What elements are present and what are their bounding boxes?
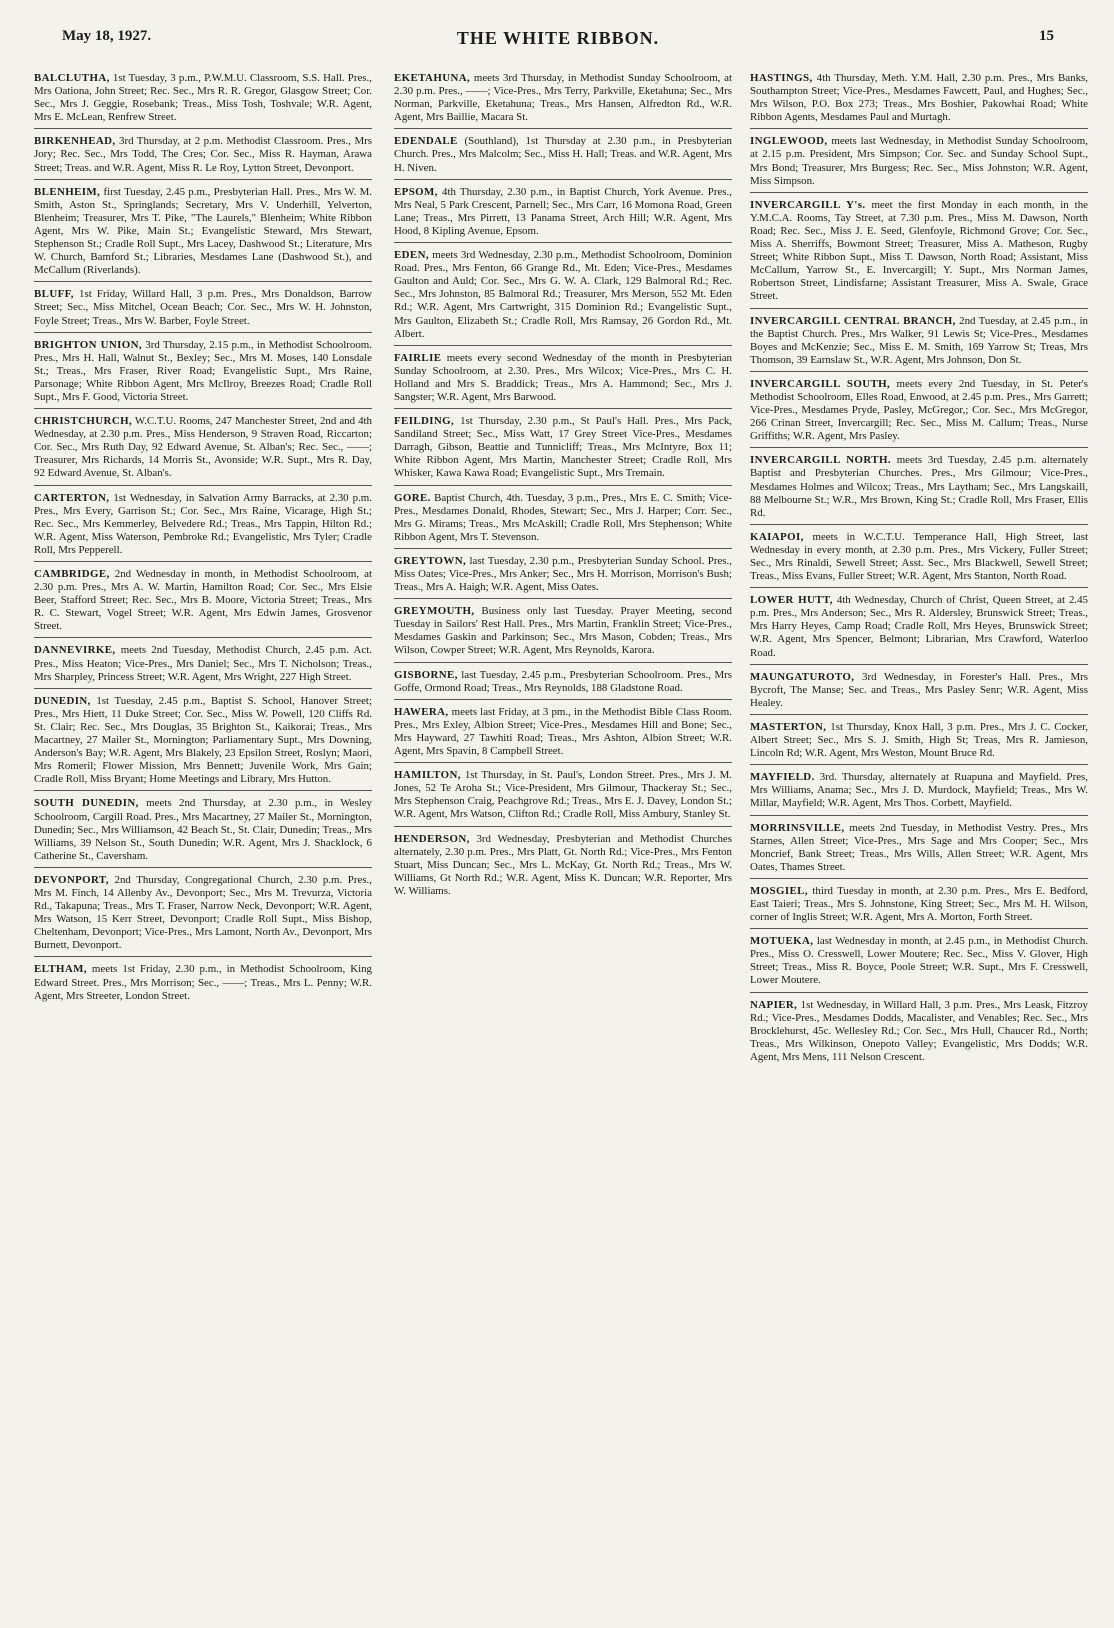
union-entry (750, 133, 1088, 192)
union-details: meets in W.C.T.U. Temperance Hall, High Street, last Wednesday in every month, at 2.30 p.m. Pres., Mrs Vickery, Fuller Street; Sec., Mrs Rinaldi, Sewell Street; Asst. Sec., Mrs Blackwell, Sewell Street; Treas., Miss Evans, Fuller Street; W.R. Agent, Mrs Stanton, North Road. (750, 530, 1088, 583)
union-name: HENDERSON, (394, 832, 470, 845)
union-name: MORRINSVILLE, (750, 821, 845, 834)
union-details: third Tuesday in month, at 2.30 p.m. Pres., Mrs E. Bedford, East Taieri; Treas., Mrs S. Johnstone, King Street; Sec., Mrs M. H. Wilson, corner of Inglis Street; W.R. Agent, Mrs A. Morton, Forth Street. (750, 884, 1088, 924)
union-name: MOSGIEL, (750, 884, 808, 897)
union-details: meets every 2nd Tuesday, in St. Peter's Methodist Schoolroom, Elles Road, Enwood, at 2.45 p.m. Pres., Mrs Garrett; Vice-Pres., Mesdames Pryde, Pasley, McGregor,; Cor. Sec., Mrs McGregor, 266 Crinan Street, Invercargill; Rec. Sec., Miss M. Callum; Treas., Nurse Griffiths; W.R. Agent, Mrs Pasley. (750, 377, 1088, 443)
union-details: (Southland), 1st Thursday at 2.30 p.m., in Presbyterian Church. Pres., Mrs Malcolm; Sec., Miss H. Hall; Treas. and W.R. Agent, Mrs H. Niven. (394, 135, 732, 174)
union-details: 2nd Tuesday, at 2.45 p.m., in the Baptist Church. Pres., Mrs Walker, 91 Lewis St; Vice-Pres., Mesdames Boyes and McKenzie; Sec., Miss E. M. Smith, 169 Yarrow St; Treas, Mrs Thomson, 39 Earnslaw St., W.R. Agent, Mrs Johnson, Don St. (750, 314, 1088, 366)
union-name: MAYFIELD. (750, 771, 815, 784)
issue-date: May 18, 1927. (62, 28, 152, 44)
union-entry (394, 133, 732, 179)
union-entry (34, 642, 372, 688)
union-entry (34, 490, 372, 562)
union-details: meets 3rd Tuesday, 2.45 p.m. alternately Baptist and Presbyterian Churches. Pres., Mrs Gilmour; Vice-Pres., Mesdames Holmes and Wilcox; Treas., Mrs Laytham; Sec., Mrs Langskaill, 88 Melbourne St.; W.R., Mrs Brown, King St.; Cradle Roll, Mrs Fraser, Ellis Rd. (750, 454, 1088, 519)
union-details: first Tuesday, 2.45 p.m., Presbyterian Hall. Pres., Mrs W. M. Smith, Aston St., Springlands; Secretary, Mrs V. Underhill, Yelverton, Blenheim; Treasurer, Mrs T. Pike, "The Laurels," Blenheim; White Ribbon Agent, Mrs W. Pike, Main St.; Evangelistic Steward, Mrs Stewart, Stephenson St.; Cradle Roll Supt., Mrs Lacey, Dashwood St.; Literature, Mrs W. Church, Bamford St.; Libraries, Mesdames Lane (Dashwood St.), and McCallum (Riverlands). (34, 185, 372, 277)
union-entry (394, 667, 732, 700)
union-entry (34, 70, 372, 129)
union-entry (34, 693, 372, 792)
union-directory (34, 70, 1088, 1618)
union-entry (34, 413, 372, 485)
union-details: 1st Wednesday, in Willard Hall, 3 p.m. Pres., Mrs Leask, Fitzroy Rd.; Vice-Pres., Mesdames Dodds, Macalister, and Venables; Rec. Sec., Mrs Brocklehurst, 45c. Wellesley Rd.; Cor. Sec., Mrs Hull, Chaucer Rd., North; Treas., Mrs Wilkinson, Onepoto Valley; Evangelistic, Mrs Dodds; W.R. Agent, Mrs Mens, 111 Nelson Crescent. (750, 998, 1088, 1063)
union-details: 1st Tuesday, 3 p.m., P.W.M.U. Classroom, S.S. Hall. Pres., Mrs Oationa, John Street; Rec. Sec., Mrs R. R. Gregor, Glasgow Street; Cor. Sec., Mrs J. Geggie, Rosebank; Treas., Miss Tosh, Toshvale; W.R. Agent, Mrs E. McLean, Renfrew Street. (34, 72, 372, 124)
union-details: 3rd Wednesday, in Forester's Hall. Pres., Mrs Bycroft, The Manse; Sec. and Treas., Mrs Pasley Senr; W.R. Agent, Miss Healey. (750, 670, 1088, 709)
union-entry (750, 997, 1088, 1068)
union-details: meets 1st Friday, 2.30 p.m., in Methodist Schoolroom, King Edward Street. Pres., Mrs Morrison; Sec., ——; Treas., Mrs L. Penny; W.R. Agent, Mrs Streeter, London Street. (34, 963, 372, 1002)
union-details: last Tuesday, 2.45 p.m., Presbyterian Schoolroom. Pres., Mrs Goffe, Ormond Road; Treas., Mrs Reynolds, 188 Gladstone Road. (394, 668, 732, 694)
union-entry (34, 795, 372, 867)
union-entry (34, 133, 372, 179)
union-name: DEVONPORT, (34, 873, 109, 886)
union-details: Baptist Church, 4th. Tuesday, 3 p.m., Pres., Mrs E. C. Smith; Vice-Pres., Mesdames Donald, Rhodes, Stewart; Sec., Mrs J. Harper; Corr. Sec., Mrs G. Mirams; Treas., Mrs McAskill; Cradle Roll, Mrs Stephenson; White Ribbon Agent, Mrs T. Stevenson. (394, 491, 732, 543)
union-details: 3rd Wednesday, Presbyterian and Methodist Churches alternately, 2.30 p.m. Pres., Mrs Platt, Gt. North Rd.; Vice-Pres., Mrs Fenton Stuart, Miss Duncan; Sec., Mrs L. McKay, Gt. North Rd.; Treas., Mrs W. Williams, Gt North Rd.; W.R. Agent, Miss K. Duncan; W.R. Reporter, Mrs W. Williams. (394, 832, 732, 897)
union-name: SOUTH DUNEDIN, (34, 797, 139, 810)
union-name: BLENHEIM, (34, 185, 101, 198)
union-details: last Tuesday, 2.30 p.m., Presbyterian Sunday School. Pres., Miss Oates; Vice-Pres., Mrs Anker; Sec., Mrs H. Morrison, Morrison's Bush; Treas., Mrs A. Haigh; W.R. Agent, Miss Oates. (394, 554, 732, 594)
publication-title: THE WHITE RIBBON. (456, 28, 660, 48)
union-name: CARTERTON, (34, 491, 110, 504)
union-entry (394, 603, 732, 662)
union-details: 3rd. Thursday, alternately at Ruapuna and Mayfield. Pres, Mrs Williams, Anama; Sec., Mrs J. D. Murdock, Mayfield; Treas., Mrs W. Millar, Mayfield; W.R. Agent, Mrs Thos. Corbett, Mayfield. (750, 771, 1088, 810)
union-name: DUNEDIN, (34, 694, 91, 707)
union-name: GREYTOWN, (394, 554, 467, 567)
union-entry (750, 313, 1088, 372)
union-name: FAIRLIE (394, 351, 442, 364)
union-details: meet the first Monday in each month, in the Y.M.C.A. Rooms, Tay Street, at 7.30 p.m. Pres., Miss M. Dawson, North Road; Rec. Sec., Miss J. E. Seed, Glenfoyle, Richmond Grove; Cor. Sec., Miss A. Sherriffs, Bowmont Street; Treasurer, Miss A. Matheson, Rugby Street; White Ribbon Supt., Miss T. Dawson, North Road; Assistant, Miss McCallum, Yarrow St., E. Invercargill; Y. Supt., Mrs Norman James, Robertson Street, Lindisfarne; Assistant Treasurer, Miss A. Swale, Grace Street. (750, 198, 1088, 303)
union-entry (750, 70, 1088, 129)
union-name: ELTHAM, (34, 963, 87, 976)
union-entry (750, 197, 1088, 309)
union-entry (394, 831, 732, 902)
union-details: 1st Thursday, 2.30 p.m., St Paul's Hall. Pres., Mrs Pack, Sandiland Street; Sec., Miss Watt, 17 Grey Street Vice-Pres., Mesdames Darragh, Gibson, Beattie and Tunnicliff; Treas., Mrs McIntyre, Box 11; White Ribbon Agent, Mrs Martin, Manchester Street; Cradle Roll, Mrs Whisker, Kawa Kawa Road; Evangelistic Supt., Mrs Tremain. (394, 415, 732, 480)
union-entry (394, 350, 732, 409)
union-entry (394, 704, 732, 763)
union-details: meets every second Wednesday of the month in Presbyterian Sunday Schoolroom, at 2.30. Pres., Mrs Wilcox; Vice-Pres., Mrs C. H. Holland and Mrs S. Braddick; Treas., Mrs A. Hammond; Sec., Mrs J. Sangster; W.R. Agent, Mrs Barwood. (394, 351, 732, 403)
union-entry (750, 820, 1088, 879)
union-name: HASTINGS, (750, 72, 813, 84)
union-details: 1st Wednesday, in Salvation Army Barracks, at 2.30 p.m. Pres., Mrs Every, Garrison St.; Cor. Sec., Mrs Raine, Vicarage, High St.; Rec. Sec., Mrs Kemmerley, Belvedere Rd.; Treas., Mrs Tappin, Hilton Rd.; W.R. Agent, Miss Waterson, Pembroke Rd.; Evangelistic, Mrs Tyler; Cradle Roll, Mrs Pepperell. (34, 491, 372, 556)
union-entry (394, 490, 732, 549)
union-entry (34, 184, 372, 283)
union-entry (750, 769, 1088, 815)
union-name: HAWERA, (394, 705, 449, 718)
union-name: BRIGHTON UNION, (34, 338, 142, 351)
union-details: meets 3rd Wednesday, 2.30 p.m., Methodist Schoolroom, Dominion Road. Pres., Mrs Fenton, 66 Grange Rd., Mt. Eden; Vice-Pres., Mesdames Gaulton and Auld; Cor. Sec., Mrs G. W. A. Clark, 129 Balmoral Rd.; Rec. Sec., Mrs Johnston, 85 Balmoral Rd.; Treasurer, Mrs Merson, 552 Mt. Eden Rd.; W.R. Agent, Mrs Cartwright, 315 Dominion Rd.; Evangelistic Supt., Mrs Gaulton, Elizabeth St.; Cradle Roll, Mrs Ramsay, 26 Gordon Rd., Mt. Albert. (394, 249, 732, 340)
union-entry (750, 933, 1088, 992)
union-name: INGLEWOOD, (750, 135, 828, 148)
union-details: meets 2nd Thursday, at 2.30 p.m., in Wesley Schoolroom, Cargill Road. Pres., Mrs Macartney, 27 Mailer St., Mornington, Dunedin; Sec., Mrs Williamson, 42 Beach St., St. Clair, Dunedin; Treas., Mrs Williams, 39 Nelson St., South Dunedin; W.R. Agent, Mrs J. Shacklock, 6 Catherine St., Caversham. (34, 797, 372, 862)
union-name: BALCLUTHA, (34, 72, 110, 84)
union-entry (394, 70, 732, 129)
union-name: INVERCARGILL NORTH. (750, 454, 891, 467)
union-name: EPSOM, (394, 185, 438, 198)
union-name: CHRISTCHURCH, (34, 415, 133, 428)
union-name: MASTERTON, (750, 720, 827, 733)
union-entry (750, 529, 1088, 588)
union-details: 3rd Thursday, at 2 p.m. Methodist Classroom. Pres., Mrs Jory; Rec. Sec., Mrs Todd, The Cres; Cor. Sec., Miss R. Hayman, Arawa Street; Treas. and W.R. Agent, Miss R. Le Roy, Lytton Street, Devonport. (34, 135, 372, 174)
union-name: EKETAHUNA, (394, 72, 471, 84)
union-details: W.C.T.U. Rooms, 247 Manchester Street, 2nd and 4th Wednesday, at 2.30 p.m. Pres., Miss Henderson, 9 Straven Road, Riccarton; Cor. Sec., Mrs Ruth Day, 92 Edward Avenue, St. Alban's; Rec. Sec., ——; Treasurer, Mrs Richards, 14 Morris St., Avonside; W.R. Supt., Mrs R. Day, 92 Edward Avenue, St. Alban's. (34, 415, 372, 480)
union-name: INVERCARGILL CENTRAL BRANCH, (750, 314, 956, 327)
union-details: 4th Wednesday, Church of Christ, Queen Street, at 2.45 p.m. Pres., Mrs Anderson; Sec., Mrs R. Aldersley, Brunswick Street; Treas., Mrs Harry Heyes, Camp Road; Cradle Roll, Mrs Heyes, Brunswick Street; W.R. Agent, Mrs Spencer, Belmont; Librarian, Mrs Crawford, Waterloo Road. (750, 594, 1088, 659)
union-details: 2nd Thursday, Congregational Church, 2.30 p.m. Pres., Mrs M. Finch, 14 Allenby Av., Devonport; Sec., Mrs M. Trevurza, Victoria Rd., Takapuna; Treas., Mrs T. Fraser, Narrow Neck, Devonport; W.R. Agent, Mrs Watson, 15 Kerr Street, Devonport; Cradle Roll Supt., Miss Bishop, Cheltenham, Devonport; Vice-Pres., Mrs Lamont, North Av., Devonport, Mrs Burnett, Devonport. (34, 873, 372, 952)
union-name: NAPIER, (750, 998, 798, 1011)
union-details: 2nd Wednesday in month, in Methodist Schoolroom, at 2.30 p.m. Pres., Mrs A. W. Martin, Hamilton Road; Cor. Sec., Mrs Elsie Beer, Stafford Street; Rec. Sec., Mrs B. Moore, Victoria Street; Treas., Mrs R. C. Stewart, Vogel Street; W.R. Agent, Mrs Edwin James, Grosvenor Street. (34, 568, 372, 633)
union-entry (750, 592, 1088, 664)
union-name: INVERCARGILL SOUTH, (750, 377, 891, 390)
union-details: meets 3rd Thursday, in Methodist Sunday Schoolroom, at 2.30 p.m. Pres., ——; Vice-Pres., Mrs Terry, Parkville, Eketahuna; Sec., Mrs Norman, Parkville, Eketahuna; Treas., Mrs Hansen, Alfredton Rd., W.R. Agent, Mrs Baillie, Macara St. (394, 72, 732, 124)
union-name: MAUNGATUROTO, (750, 670, 855, 683)
column-2 (394, 70, 732, 906)
union-details: last Wednesday in month, at 2.45 p.m., in Methodist Church. Pres., Miss O. Cresswell, Lower Moutere; Rec. Sec., Miss V. Glover, High Street; Treas., Miss R. Boyce, Poole Street; W.R. Supt., Mrs F. Cresswell, Lower Moutere. (750, 935, 1088, 987)
union-entry (394, 553, 732, 599)
union-details: 3rd Thursday, 2.15 p.m., in Methodist Schoolroom. Pres., Mrs H. Hall, Walnut St., Bexley; Sec., Mrs M. Moses, 140 Lonsdale St.; Treas., Mrs Fraser, River Road; Evangelistic Supt., Mrs Raine, Parsonage; White Ribbon Agent, Mrs McIlroy, Breezes Road; Cradle Roll Supt., Mrs F. Good, Victoria Street. (34, 338, 372, 403)
union-details: Business only last Tuesday. Prayer Meeting, second Tuesday in Sailors' Rest Hall. Pres., Mrs Martin, Franklin Street; Vice-Pres., Mesdames Gaskin and Parkinson; Sec., Mrs Mason, Cobden; Treas., Mrs Wilson, Cowper Street; W.R. Agent, Mrs Reynolds, Karora. (394, 605, 732, 657)
union-name: EDENDALE (394, 135, 458, 148)
union-name: INVERCARGILL Y's. (750, 198, 866, 211)
union-details: 1st Friday, Willard Hall, 3 p.m. Pres., Mrs Donaldson, Barrow Street; Sec., Miss Mitchel, Ocean Beach; Cor. Sec., Mrs W. H. Johnston, Foyle Street; Treas., Mrs W. Barber, Foyle Street. (34, 288, 372, 327)
union-details: meets last Wednesday, in Methodist Sunday Schoolroom, at 2.15 p.m. President, Mrs Simpson; Cor. Sec. and Sunday School Supt., Mrs Bond; Treasurer, Mrs Burgess; Rec. Sec., Miss Johnston; W.R. Agent, Miss Simpson. (750, 135, 1088, 187)
union-name: CAMBRIDGE, (34, 568, 110, 580)
union-entry (34, 337, 372, 409)
union-name: GORE. (394, 491, 431, 504)
union-entry (394, 184, 732, 243)
union-entry (34, 872, 372, 958)
union-name: EDEN, (394, 249, 429, 262)
union-entry (394, 413, 732, 485)
union-name: HAMILTON, (394, 769, 461, 782)
union-entry (34, 961, 372, 1006)
union-name: BLUFF, (34, 288, 74, 301)
union-entry (394, 247, 732, 346)
union-name: GISBORNE, (394, 668, 458, 681)
page-number: 15 (1039, 28, 1054, 44)
union-details: 1st Tuesday, 2.45 p.m., Baptist S. School, Hanover Street; Pres., Mrs Hiett, 11 Duke Street; Cor. Sec., Miss W. Powell, 120 Cliffs Rd. St. Clair; Rec. Sec., Mrs Douglas, 35 Brighton St., Kaikorai; Treas., Mrs Macartney, 27 Mailer St., Mornington; Parliamentary Supt., Mrs Downing, Anderson's Bay; W.R. Agent, Mrs Blakely, 23 Epsilon Street, Roslyn; Maori, Mrs Romeril; Flower Mission, Mrs Bennett; Juvenile Work, Mrs Gain; Cradle Roll, Miss Bryant; Home Meetings and Library, Mrs Hutton. (34, 694, 372, 786)
union-entry (34, 286, 372, 332)
union-name: GREYMOUTH, (394, 605, 475, 618)
union-name: DANNEVIRKE, (34, 644, 116, 657)
column-1 (34, 70, 372, 1011)
union-details: meets 2nd Tuesday, in Methodist Vestry. Pres., Mrs Starnes, Allen Street; Vice-Pres., Mrs Sage and Mrs Cooper; Sec., Mrs Moncrief, Bank Street; Treas., Mrs Wills, Allen Street; W.R. Agent, Mrs Oates, Thames Street. (750, 821, 1088, 873)
union-entry (750, 452, 1088, 524)
union-entry (750, 376, 1088, 448)
union-details: 4th Thursday, Meth. Y.M. Hall, 2.30 p.m. Pres., Mrs Banks, Southampton Street; Vice-Pres., Mesdames Fawcett, Paul, and Hughes; Sec., Mrs Wilson, P.O. Box 273; Treas., Mrs Boshier, Pakowhai Road; White Ribbon Agents, Mesdames Paul and Murtagh. (750, 72, 1088, 124)
union-name: KAIAPOI, (750, 530, 804, 543)
union-details: 1st Thursday, in St. Paul's, London Street. Pres., Mrs J. M. Jones, 52 Te Aroha St.; Vice-President, Mrs Gilmour, Thackeray St.; Sec., Mrs Stephenson Craig, Peachgrove Rd.; Treas., Mrs E. J. Davey, London St.; W.R. Agent, Mrs Watson, Clifton Rd.; Cradle Roll, Miss Ambury, Stanley St. (394, 769, 732, 821)
union-details: meets 2nd Tuesday, Methodist Church, 2.45 p.m. Act. Pres., Miss Heaton; Vice-Pres., Mrs Daniel; Sec., Mrs T. Nicholson; Treas., Mrs Sharpley, Princess Street; W.R. Agent, Mrs Wright, 227 High Street. (34, 644, 372, 683)
union-name: LOWER HUTT, (750, 594, 833, 607)
union-entry (394, 767, 732, 826)
union-entry (750, 883, 1088, 929)
union-name: FEILDING, (394, 415, 455, 428)
union-entry (750, 669, 1088, 715)
union-name: BIRKENHEAD, (34, 135, 116, 148)
page-header (62, 28, 1054, 54)
union-details: 1st Thursday, Knox Hall, 3 p.m. Pres., Mrs J. C. Cocker, Albert Street; Sec., Mrs S. J. Smith, High St; Treas, Mrs R. Jamieson, Lincoln Rd; W.R. Agent, Mrs Weston, Mount Bruce Rd. (750, 720, 1088, 760)
union-details: 4th Thursday, 2.30 p.m., in Baptist Church, York Avenue. Pres., Mrs Neal, 5 Park Crescent, Parnell; Sec., Mrs Carr, 16 Momona Road, Green Lane; Treas., Mrs Pirrett, 13 Panama Street, Arch Hill; W.R. Agent, Mrs Hood, 8 Kipling Avenue, Epsom. (394, 185, 732, 237)
union-name: MOTUEKA, (750, 935, 814, 948)
union-entry (750, 719, 1088, 765)
union-entry (34, 566, 372, 638)
union-details: meets last Friday, at 3 pm., in the Methodist Bible Class Room. Pres., Mrs Exley, Albion Street; Vice-Pres., Mesdames Hill and Bone; Sec., Mrs Hayward, 27 Tawhiti Road; Treas., Mrs Ashton, Albion Street; W.R. Agent, Mrs Spavin, 8 Campbell Street. (394, 705, 732, 758)
column-3 (750, 70, 1088, 1072)
